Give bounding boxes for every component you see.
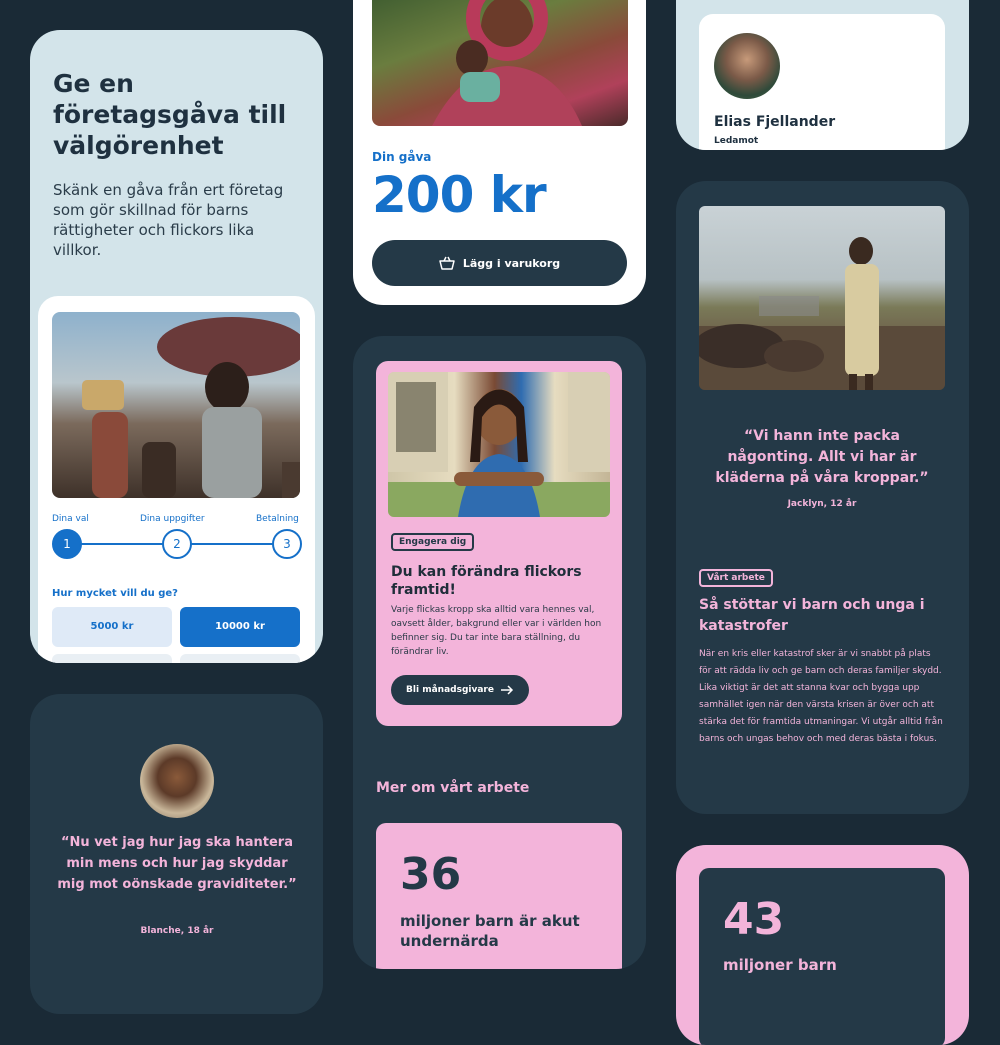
- children-carrying-loads-photo: [52, 312, 300, 498]
- arrow-right-icon: [500, 685, 514, 695]
- member-role: Ledamot: [714, 136, 759, 146]
- engage-panel: [376, 361, 622, 726]
- amount-question: Hur mycket vill du ge?: [52, 588, 178, 599]
- amount-5000-button[interactable]: 5000 kr: [52, 607, 172, 647]
- gift-intro-text: Skänk en gåva från ert företag som gör skillnad för barns rättigheter och flickors lika villkor.: [53, 181, 284, 259]
- add-to-cart-button[interactable]: [372, 240, 627, 286]
- mother-with-baby-photo: [372, 0, 628, 126]
- stat-card-43: [676, 845, 969, 1045]
- donation-form-panel: [38, 296, 315, 663]
- board-member-card: [676, 0, 969, 150]
- refugee-quote: “Vi hann inte packa någonting. Allt vi har är kläderna på våra kroppar.”: [715, 428, 929, 486]
- company-gift-card: [30, 30, 323, 663]
- step-label-3: Betalning: [256, 514, 299, 524]
- testimonial-quote: “Nu vet jag hur jag ska hantera min mens och hur jag skyddar mig mot oönskade graviditeter.”: [57, 835, 297, 892]
- girl-crossed-arms-photo: [388, 372, 610, 517]
- engage-card: [353, 336, 646, 969]
- stat-number: 36: [400, 849, 462, 900]
- stat-label: miljoner barn är akut undernärda: [400, 912, 580, 950]
- amount-option-button[interactable]: [52, 654, 172, 663]
- engage-title: Du kan förändra flickors framtid!: [391, 564, 582, 598]
- step-label-1: Dina val: [52, 514, 89, 524]
- page-title: Ge en företagsgåva till välgörenhet: [53, 69, 287, 160]
- stat-card-36: [376, 823, 622, 969]
- quote-author: Jacklyn, 12 år: [787, 499, 857, 509]
- add-to-cart-label: Lägg i varukorg: [462, 256, 561, 270]
- amount-10000-button[interactable]: 10000 kr: [180, 607, 300, 647]
- gift-label: Din gåva: [372, 150, 432, 164]
- testimonial-card: [30, 694, 323, 1014]
- monthly-donor-label: Bli månadsgivare: [406, 685, 494, 695]
- gift-amount: 200 kr: [372, 166, 546, 224]
- engage-body-text: Varje flickas kropp ska alltid vara hennes val, oavsett ålder, bakgrund eller var i världen hon befinner sig. Du tar inte bara ställning, du förändrar liv.: [391, 605, 602, 657]
- crisis-card: [676, 181, 969, 814]
- stat-number: 43: [723, 894, 785, 945]
- step-2-button[interactable]: 2: [162, 529, 192, 559]
- profile-panel: [699, 14, 945, 150]
- become-monthly-donor-button[interactable]: [391, 675, 529, 705]
- crisis-title: Så stöttar vi barn och unga i katastrofer: [699, 597, 925, 634]
- engage-tag: Engagera dig: [391, 533, 474, 551]
- crisis-body-text: När en kris eller katastrof sker är vi snabbt på plats för att rädda liv och ge barn och deras familjer skydd. Lika viktigt är det att stanna kvar och bygga upp samhället igen när den värsta krisen är över och att stärka det för framtida utmaningar. Vi utgår alltid från barns och ungas behov och med deras bästa i fokus.: [699, 649, 943, 744]
- donation-card: [353, 0, 646, 305]
- girl-in-camp-photo: [699, 206, 945, 390]
- member-name: Elias Fjellander: [714, 114, 836, 130]
- our-work-tag: Vårt arbete: [699, 569, 773, 587]
- stat-label: miljoner barn: [723, 956, 837, 974]
- amount-option-button[interactable]: [180, 654, 300, 663]
- testimonial-author: Blanche, 18 år: [140, 926, 214, 936]
- basket-icon: [439, 256, 455, 270]
- step-1-button[interactable]: 1: [52, 529, 82, 559]
- avatar: [714, 33, 780, 99]
- avatar: [140, 744, 214, 818]
- step-3-button[interactable]: 3: [272, 529, 302, 559]
- stat-panel: [699, 868, 945, 1045]
- more-about-work-heading: Mer om vårt arbete: [376, 780, 530, 796]
- step-label-2: Dina uppgifter: [140, 514, 205, 524]
